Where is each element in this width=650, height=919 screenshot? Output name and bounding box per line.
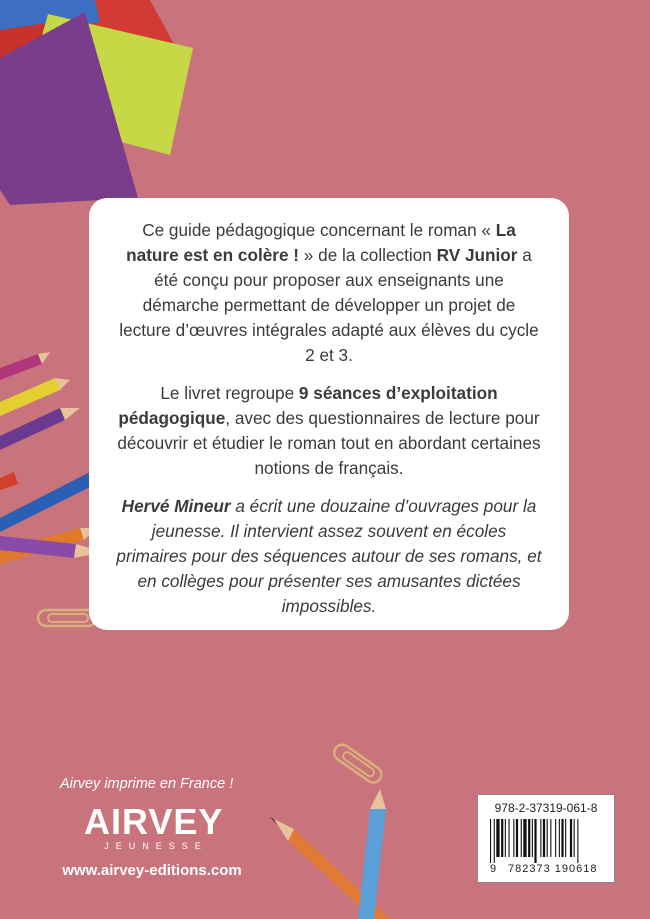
barcode-bar bbox=[543, 819, 545, 857]
author-bio: a écrit une douzaine d’ouvrages pour la jeunesse. Il intervient assez souvent en écoles primaires pour des séquences autour de ses romans, et en collèges pour présenter ses amusantes dictées impossibles. bbox=[116, 496, 542, 616]
barcode-bar bbox=[509, 819, 510, 857]
paper-sheets-decoration bbox=[0, 0, 220, 220]
barcode-bar bbox=[561, 819, 563, 857]
barcode-bar bbox=[555, 819, 556, 857]
collection-name: RV Junior bbox=[436, 245, 518, 265]
description-card bbox=[89, 198, 569, 630]
barcode-bar bbox=[513, 819, 514, 857]
pencil-blue-bottom bbox=[358, 789, 386, 919]
barcode-bar bbox=[540, 819, 541, 857]
content-text-2: , avec des questionnaires de lecture pour découvrir et étudier le roman tout en abordant certaines notions de français. bbox=[117, 408, 541, 478]
imprint-note: Airvey imprime en France ! bbox=[60, 776, 234, 792]
intro-text-2: » de la collection bbox=[299, 245, 437, 265]
barcode-bar bbox=[559, 819, 560, 857]
barcode-bar bbox=[532, 819, 533, 857]
intro-text: Ce guide pédagogique concernant le roman « bbox=[142, 220, 496, 240]
barcode-bar bbox=[501, 819, 503, 857]
logo-main-text: AIRVEY bbox=[84, 801, 224, 842]
book-title: La nature est en colère ! bbox=[126, 220, 516, 265]
isbn-number: 978-2-37319-061-8 bbox=[494, 801, 598, 815]
barcode-bar bbox=[534, 819, 536, 863]
intro-text-3: a été conçu pour proposer aux enseignants une démarche permettant de développer un projet de lecture d’œuvres intégrales adapté aux élèves du cycle 2 et 3. bbox=[119, 245, 539, 365]
barcode-bar bbox=[528, 819, 530, 857]
barcode-bar bbox=[521, 819, 522, 857]
author-name: Hervé Mineur bbox=[121, 496, 231, 516]
pencil-magenta bbox=[0, 352, 50, 380]
barcode-bar bbox=[574, 819, 575, 857]
ean-digits: 782373 190618 bbox=[508, 863, 598, 875]
website-link[interactable]: www.airvey-editions.com bbox=[62, 862, 242, 879]
logo-sub-text: JEUNESSE bbox=[104, 841, 208, 851]
content-text: Le livret regroupe bbox=[160, 383, 299, 403]
barcode-bar bbox=[577, 819, 578, 863]
barcode-bars bbox=[488, 819, 604, 863]
barcode-bar bbox=[494, 819, 495, 863]
pencil-red bbox=[0, 472, 18, 490]
isbn-barcode bbox=[477, 794, 615, 883]
ean-lead-digit: 9 bbox=[490, 863, 497, 875]
pencils-bottom-decoration bbox=[270, 779, 470, 919]
barcode-bar bbox=[505, 819, 506, 857]
pencil-purple bbox=[0, 408, 80, 450]
barcode-bar bbox=[547, 819, 548, 857]
content-paragraph bbox=[115, 381, 543, 481]
barcode-bar bbox=[490, 819, 491, 863]
barcode-bar bbox=[523, 819, 526, 857]
barcode-bar bbox=[570, 819, 572, 857]
barcode-bar bbox=[565, 819, 566, 857]
sessions-highlight: 9 séances d’exploitation pédagogique bbox=[118, 383, 498, 428]
author-paragraph bbox=[115, 494, 543, 619]
intro-paragraph bbox=[115, 218, 543, 368]
publisher-logo bbox=[84, 801, 224, 852]
barcode-bar bbox=[496, 819, 499, 857]
barcode-bar bbox=[516, 819, 518, 857]
barcode-bar bbox=[550, 819, 551, 857]
